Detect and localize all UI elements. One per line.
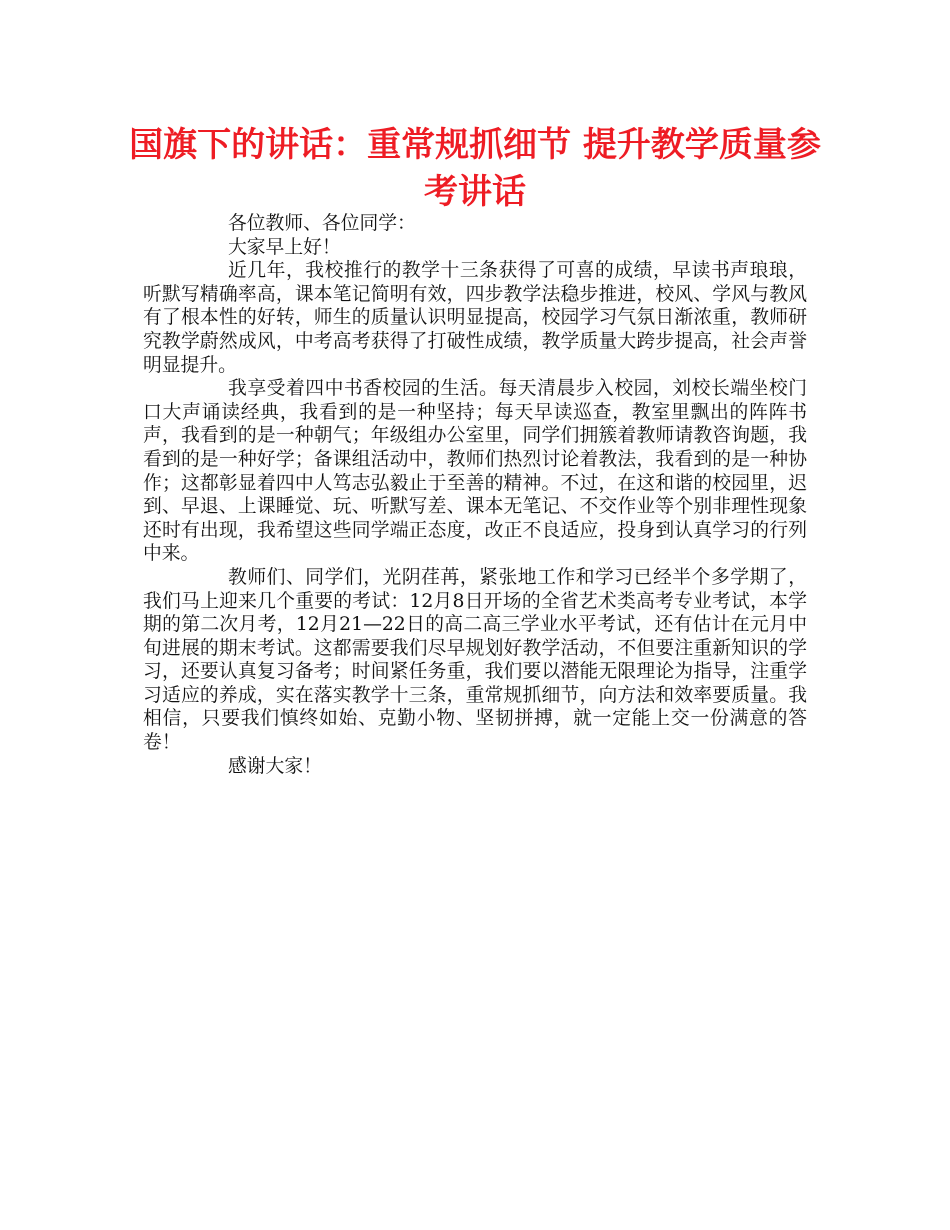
page-title: 国旗下的讲话：重常规抓细节 提升教学质量参考讲话 (129, 125, 821, 212)
paragraph: 教师们、同学们，光阴荏苒，紧张地工作和学习已经半个多学期了，我们马上迎来几个重要的考试：12月8日开场的全省艺术类高考专业考试，本学期的第二次月考，12月21—22日的高二高三学业水平考试，还有估计在元月中旬进展的期末考试。这都需要我们尽早规划好教学活动，不但要注重新知识的学习，还要认真复习备考；时间紧任务重，我们要以潜能无限理论为指导，注重学习适应的养成，实在落实教学十三条，重常规抓细节，向方法和效率要质量。我相信，只要我们慎终如始、克勤小物、坚韧拼搏，就一定能上交一份满意的答卷！ (143, 566, 807, 754)
closing: 感谢大家！ (228, 755, 322, 777)
greeting: 大家早上好！ (228, 236, 341, 258)
document-body (143, 212, 807, 778)
salutation: 各位教师、各位同学： (228, 213, 416, 234)
paragraph: 我享受着四中书香校园的生活。每天清晨步入校园，刘校长端坐校门口大声诵读经典，我看到的是一种坚持；每天早读巡查，教室里飘出的阵阵书声，我看到的是一种朝气；年级组办公室里，同学们拥簇着教师请教咨询题，我看到的是一种好学；备课组活动中，教师们热烈讨论着教法，我看到的是一种协作；这都彰显着四中人笃志弘毅止于至善的精神。不过，在这和谐的校园里，迟到、早退、上课睡觉、玩、听默写差、课本无笔记、不交作业等个别非理性现象还时有出现，我希望这些同学端正态度，改正不良适应，投身到认真学习的行列中来。 (143, 378, 807, 565)
paragraph: 近几年，我校推行的教学十三条获得了可喜的成绩，早读书声琅琅，听默写精确率高，课本笔记简明有效，四步教学法稳步推进，校风、学风与教风有了根本性的好转，师生的质量认识明显提高，校园学习气氛日渐浓重，教师研究教学蔚然成风，中考高考获得了打破性成绩，教学质量大跨步提高，社会声誉明显提升。 (143, 260, 807, 376)
